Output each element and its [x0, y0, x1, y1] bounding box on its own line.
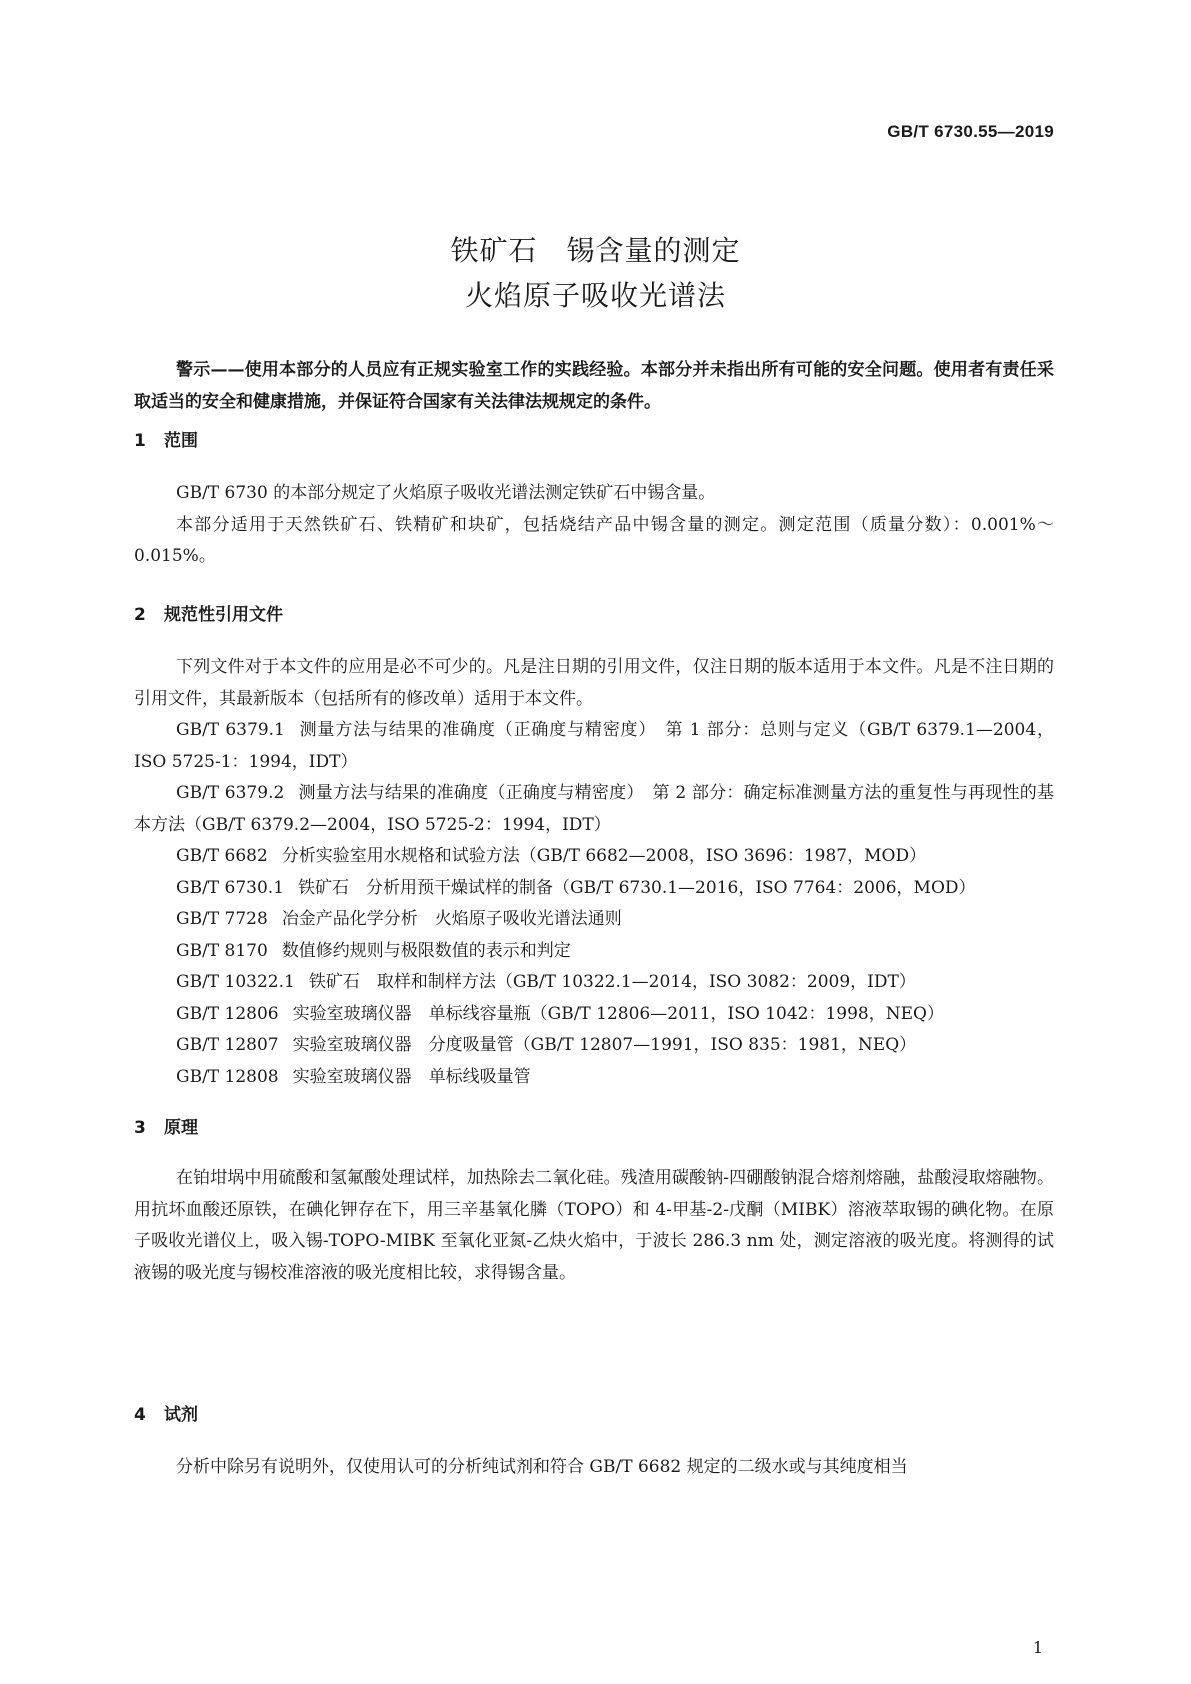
reference-text: 实验室玻璃仪器 单标线吸量管: [292, 1066, 531, 1087]
section-number: 3: [134, 1118, 146, 1138]
reference-text: 数值修约规则与极限数值的表示和判定: [281, 940, 571, 961]
section-1-body: [134, 478, 1054, 573]
reference-text: 测量方法与结果的准确度（正确度与精密度） 第 1 部分：总则与定义（GB/T 6379.1—2004，ISO 5725-1：1994，IDT）: [134, 720, 1054, 772]
section-3-body: [134, 1163, 1054, 1289]
reference-code: GB/T 12808: [176, 1066, 279, 1087]
section-heading-2: [134, 600, 283, 625]
document-title-line-1: 铁矿石 锡含量的测定: [450, 234, 741, 267]
section-heading-3: [134, 1113, 198, 1138]
paragraph: 在铂坩埚中用硫酸和氢氟酸处理试样，加热除去二氧化硅。残渣用碳酸钠-四硼酸钠混合熔剂熔融，盐酸浸取熔融物。用抗坏血酸还原铁，在碘化钾存在下，用三辛基氧化膦（TOPO）和 4-甲基-2-戊酮（MIBK）溶液萃取锡的碘化物。在原子吸收光谱仪上，吸入锡-TOPO-MIBK 至氧化亚氮-乙炔火焰中，于波长 286.3 nm 处，测定溶液的吸光度。将测得的试液锡的吸光度与锡校准溶液的吸光度相比较，求得锡含量。: [134, 1168, 1054, 1283]
paragraph: 本部分适用于天然铁矿石、铁精矿和块矿，包括烧结产品中锡含量的测定。测定范围（质量分数）：0.001%～0.015%。: [134, 514, 1054, 566]
section-number: 2: [134, 605, 146, 625]
reference-code: GB/T 6682: [176, 846, 268, 866]
document-title-line-2: 火焰原子吸收光谱法: [464, 279, 726, 312]
page-number: 1: [1032, 1638, 1043, 1657]
reference-item: [134, 1062, 1054, 1094]
reference-code: GB/T 6730.1: [176, 877, 285, 898]
paragraph: GB/T 6730 的本部分规定了火焰原子吸收光谱法测定铁矿石中锡含量。: [176, 483, 716, 503]
reference-item: [134, 967, 1054, 999]
reference-item: [134, 904, 1054, 936]
section-number: 1: [134, 431, 146, 451]
section-title: 试剂: [164, 1405, 198, 1425]
reference-code: GB/T 6379.2: [176, 783, 285, 803]
section-number: 4: [134, 1405, 146, 1425]
reference-code: GB/T 12806: [176, 1003, 279, 1024]
reference-item: [134, 841, 1054, 873]
reference-item: [134, 778, 1054, 841]
reference-code: GB/T 10322.1: [176, 972, 295, 992]
reference-item: [134, 873, 1054, 905]
warning-paragraph: 警示——使用本部分的人员应有正规实验室工作的实践经验。本部分并未指出所有可能的安全问题。使用者有责任采取适当的安全和健康措施，并保证符合国家有关法律法规规定的条件。: [134, 360, 1054, 412]
reference-text: 测量方法与结果的准确度（正确度与精密度） 第 2 部分：确定标准测量方法的重复性与再现性的基本方法（GB/T 6379.2—2004，ISO 5725-2：1994，IDT）: [134, 783, 1055, 835]
section-4-body: [134, 1452, 1054, 1484]
section-title: 范围: [164, 431, 198, 451]
reference-text: 铁矿石 分析用预干燥试样的制备（GB/T 6730.1—2016，ISO 7764：2006，MOD）: [298, 877, 976, 898]
section-title: 原理: [164, 1118, 198, 1138]
reference-item: [134, 999, 1054, 1031]
reference-code: GB/T 12807: [176, 1035, 279, 1055]
paragraph: 下列文件对于本文件的应用是必不可少的。凡是注日期的引用文件，仅注日期的版本适用于本文件。凡是不注日期的引用文件，其最新版本（包括所有的修改单）适用于本文件。: [134, 657, 1054, 709]
reference-text: 铁矿石 取样和制样方法（GB/T 10322.1—2014，ISO 3082：2009，IDT）: [308, 972, 916, 992]
reference-code: GB/T 7728: [176, 909, 268, 929]
reference-code: GB/T 8170: [176, 940, 268, 961]
section-heading-1: [134, 426, 198, 451]
standard-number: GB/T 6730.55—2019: [887, 122, 1054, 141]
reference-text: 冶金产品化学分析 火焰原子吸收光谱法通则: [281, 909, 622, 929]
reference-text: 实验室玻璃仪器 分度吸量管（GB/T 12807—1991，ISO 835：1981，NEQ）: [292, 1035, 917, 1055]
section-2-body: [134, 652, 1054, 1093]
reference-text: 实验室玻璃仪器 单标线容量瓶（GB/T 12806—2011，ISO 1042：1998，NEQ）: [292, 1003, 944, 1024]
section-heading-4: [134, 1400, 198, 1425]
reference-item: [134, 936, 1054, 968]
reference-item: [134, 715, 1054, 778]
reference-item: [134, 1030, 1054, 1062]
section-title: 规范性引用文件: [164, 605, 283, 625]
reference-code: GB/T 6379.1: [176, 720, 285, 740]
reference-text: 分析实验室用水规格和试验方法（GB/T 6682—2008，ISO 3696：1987，MOD）: [281, 846, 927, 866]
paragraph: 分析中除另有说明外，仅使用认可的分析纯试剂和符合 GB/T 6682 规定的二级水或与其纯度相当: [176, 1457, 908, 1477]
